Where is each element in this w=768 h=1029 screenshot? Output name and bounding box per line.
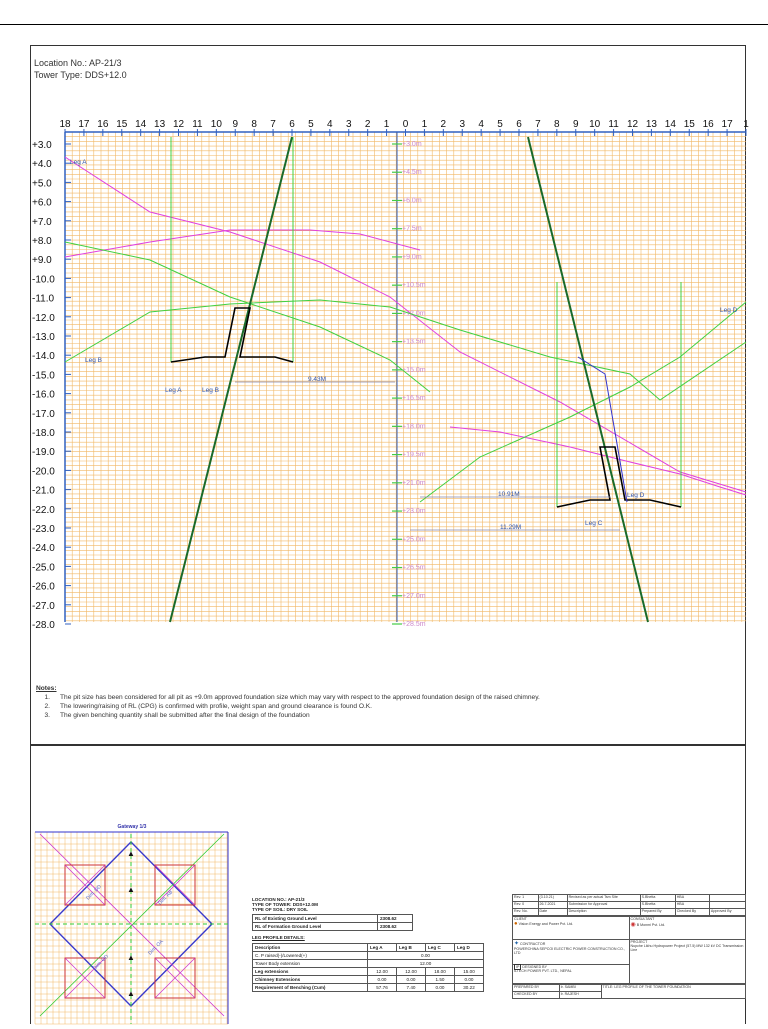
y-tick-label: -15.0 [32,370,55,382]
note-text: The pit size has been considered for all pit as +9.0m approved foundation size which may vary with respect to the approved foundation design of the raised chimney. [60,694,540,701]
table-cell: Tower Body extension [253,960,368,968]
plan-dim-label: Dim. DD [85,883,103,902]
note-text: The given benching quantity shall be submitted after the final design of the foundation [60,712,310,719]
y-tick-label: -12.0 [32,312,55,324]
table-cell: 7.40 [397,984,426,992]
x-tick-label: 16 [702,119,714,130]
table-row [513,895,746,902]
x-tick-label: 5 [497,119,503,130]
y-tick-label: -11.0 [32,293,55,305]
y-tick-label: -17.0 [32,408,55,420]
table-cell: 18.00 [426,968,455,976]
rev-cell: Rev. No. [513,909,539,916]
table-header-cell: Leg A [368,944,397,952]
y-tick-label: -22.0 [32,504,55,516]
plan-dim-label: Dim. AB [157,889,175,907]
leg-label: Leg A [165,387,182,394]
title-block [512,894,746,1024]
table-cell: 0.00 [397,976,426,984]
rev-desc: Description [567,909,640,916]
y-tick-label: +6.0 [32,197,52,209]
x-tick-label: 12 [172,119,185,130]
location-label: Location No.: AP-21/3 [34,58,122,68]
y-tick-label: +7.0 [32,216,52,228]
x-tick-label: 17 [721,119,733,130]
center-label: +13.5m [402,338,426,346]
plan-dim-label: Dim. OD [92,953,110,972]
x-tick-label: 13 [154,119,166,130]
y-tick-label: +9.0 [32,255,52,267]
center-label: +18.0m [402,423,426,431]
signoff-table [512,984,746,999]
prepared-name: Ir. SAMBI [559,985,601,992]
x-tick-label: 9 [572,119,579,130]
rev-cell: Rev. 1 [513,895,539,902]
rl-label: RL of Formation Ground Level [253,923,378,931]
rev-appr: Approved By [709,909,745,916]
x-tick-label: 6 [289,119,295,130]
x-tick-label: 7 [270,119,276,130]
consultant-logo-icon: ◉ [630,922,636,928]
x-tick-label: 3 [345,119,352,130]
x-tick-label: 0 [402,119,409,130]
x-tick-label: 1 [743,119,749,130]
rev-desc: Submission for Approval [567,902,640,909]
center-label: +9.0m [402,253,422,261]
y-tick-label: -25.0 [32,562,55,574]
rev-prep: S.Bhetta [640,902,675,909]
contractor-logo-icon: ✦ [514,941,520,947]
leg-label: Leg D [627,492,645,499]
y-tick-label: -10.0 [32,274,55,286]
table-cell: Chimney Extensions [253,976,368,984]
notes-block [36,684,596,720]
rev-appr [709,902,745,909]
x-tick-label: 2 [364,119,371,130]
dimension-label: 9.43M [308,376,327,383]
foundation-info [252,897,510,992]
y-tick-label: -14.0 [32,351,55,363]
x-tick-label: 2 [440,119,447,130]
rev-chk: HBA [675,902,709,909]
y-tick-label: -16.0 [32,389,55,401]
notes-heading: Notes: [36,685,57,692]
center-label: +10.5m [402,282,426,290]
leg-label: Leg C [585,520,603,527]
y-tick-label: -18.0 [32,428,55,439]
note-number: 1. [44,694,50,701]
x-tick-label: 11 [192,119,203,130]
center-label: +28.5m [402,621,426,628]
table-cell: 0.00 [368,952,484,960]
center-label: +23.0m [402,508,426,516]
y-tick-label: +4.0 [32,159,52,171]
project-cell [629,940,746,984]
center-label: +16.5m [402,395,426,403]
table-row [253,960,484,968]
consultant-label: CONSULTANT [630,917,655,921]
contractor-cell [513,940,630,965]
contractor-name: POWERCHINA SEPCOI ELECTRIC POWER CONSTRUCTION CO., LTD [514,947,625,955]
table-cell: 30.22 [455,984,484,992]
plan-dim-label: Dim. OA [147,938,165,957]
table-cell: C. P raised(-)/Lowered(+) [253,952,368,960]
rev-appr [709,895,745,902]
y-tick-label: -19.0 [32,447,55,459]
client-cell [513,917,630,940]
table-row [253,976,484,984]
x-tick-label: 14 [135,119,147,130]
y-tick-label: -24.0 [32,543,55,555]
note-item [36,702,596,711]
tower-leg-line [528,137,648,622]
leg-profile-svg [30,112,749,642]
x-tick-label: 1 [383,119,390,130]
table-header-cell: Leg D [455,944,484,952]
y-tick-label: -23.0 [32,524,55,535]
rev-chk: HBA [675,895,709,902]
x-tick-label: 16 [97,119,109,130]
center-label: +21.0m [402,479,426,487]
table-row [513,940,746,965]
checked-name: Ir. RAJESH [559,992,601,999]
rev-desc: Revised as per actual Tsm Site [567,895,640,902]
y-tick-label: +3.0 [32,140,52,151]
arrow-icon: ▲ [127,885,135,894]
table-cell: 0.00 [368,976,397,984]
y-tick-label: -13.0 [32,332,55,343]
x-tick-label: 18 [59,119,71,130]
x-tick-label: 13 [645,119,657,130]
table-row [513,917,746,940]
rl-value: 2308.62 [378,923,413,931]
project-name: Nupche Likhu Hydropower Project (57.5) MW 132 kV DC Transmission Line [630,944,744,952]
x-tick-label: 10 [589,119,601,130]
designer-label: DESIGNED BY [522,965,547,969]
table-row [253,984,484,992]
table-cell: Requirement of Benching (Cum) [253,984,368,992]
table-row [513,985,746,992]
table-header-cell: Leg B [397,944,426,952]
title-label: TITLE: [602,985,614,989]
x-tick-label: 4 [478,119,484,130]
table-cell: 0.00 [426,984,455,992]
rev-prep: Prepared By [640,909,675,916]
leg-profile-chart [30,112,749,642]
designer-logo-icon: IP [516,965,520,969]
leg-label: Leg A [70,159,87,166]
table-cell: Leg extensions [253,968,368,976]
y-tick-label: -21.0 [32,485,55,497]
x-tick-label: 8 [554,119,560,130]
note-number: 2. [44,703,50,710]
x-tick-label: 15 [683,119,695,130]
x-tick-label: 9 [232,119,239,130]
table-header-cell: Description [253,944,368,952]
contractor-label: CONTRACTOR [520,942,546,946]
arrow-icon: ▲ [127,849,135,858]
center-label: +26.5m [402,564,426,572]
center-label: +25.0m [402,536,426,544]
rl-table [252,914,413,931]
x-tick-label: 12 [626,119,639,130]
client-logo-icon: ● [514,921,518,927]
leg-label: Leg B [202,387,219,394]
foundation-plan-svg [30,820,236,1024]
dimension-label: 10.91M [498,491,520,498]
revision-table [512,894,746,916]
note-text: The lowering/raising of RL (CPG) is confirmed with profile, weight span and ground clearance is found O.K. [60,703,373,710]
client-name: Vision Energy and Power Pvt. Ltd. [518,922,574,926]
arrow-icon: ▲ [127,989,135,998]
center-label: +6.0m [402,197,422,205]
leg-label: Leg D [720,307,738,314]
rev-prep: S.Bhetta [640,895,675,902]
tower-type-label: Tower Type: DDS+12.0 [34,70,127,80]
table-cell: 12.00 [368,960,484,968]
rev-cell: Rev. 0 [513,902,539,909]
info-soil: TYPE OF SOIL: DRY SOIL [252,907,308,912]
prepared-label: PREPARED BY [513,985,560,992]
note-item [36,693,596,702]
top-rule [0,24,768,25]
consultant-name: B Monmi Pvt. Ltd. [636,923,666,927]
table-cell: 1.50 [426,976,455,984]
note-item [36,711,596,720]
table-cell: 0.00 [455,976,484,984]
x-tick-label: 10 [210,119,222,130]
center-label: +15.0m [402,366,426,374]
table-row [253,968,484,976]
table-header-cell: Leg C [426,944,455,952]
x-tick-label: 8 [251,119,257,130]
center-label: +4.5m [402,169,422,177]
x-tick-label: 5 [308,119,314,130]
x-tick-label: 4 [327,119,333,130]
x-tick-label: 11 [608,119,619,130]
ground-profile-line [420,302,746,502]
center-label: +7.5m [402,225,422,233]
rev-date: 26.7.2021 [538,902,567,909]
note-number: 3. [44,712,50,719]
dimension-label: 11.29M [500,524,522,531]
table-row [513,909,746,916]
leg-profile-title: LEG PROFILE DETAILS: [252,935,305,940]
plan-title: Gateway 1/3 [117,824,147,830]
designer-cell [513,965,630,984]
table-row [253,915,413,923]
x-tick-label: 1 [421,119,428,130]
center-label: +19.5m [402,451,426,459]
rl-label: RL of Existing Ground Level [253,915,378,923]
y-tick-label: -20.0 [32,466,55,478]
rl-value: 2308.62 [378,915,413,923]
center-label: +3.0m [402,141,422,148]
rev-chk: Checked By [675,909,709,916]
table-row [253,952,484,960]
x-tick-label: 3 [459,119,466,130]
project-label: PROJECT [630,940,648,944]
client-label: CLIENT [514,917,527,921]
designer-name: ILTECH POWER PVT. LTD., NEPAL [514,969,572,973]
table-row [253,923,413,931]
checked-label: CHECKED BY [513,992,560,999]
table-cell: 12.00 [397,968,426,976]
drawing-title: LEG PROFILE OF THE TOWER FOUNDATION [614,985,691,989]
leg-label: Leg B [85,357,102,364]
y-tick-label: +5.0 [32,178,52,190]
center-label: +27.0m [402,592,426,600]
y-tick-label: -28.0 [32,620,55,631]
table-row [513,902,746,909]
table-cell: 15.00 [455,968,484,976]
consultant-cell [629,917,746,940]
center-label: +12.0m [402,310,426,318]
rev-date: Date [538,909,567,916]
table-cell: 12.00 [368,968,397,976]
y-tick-label: -26.0 [32,581,55,593]
table-cell: 57.76 [368,984,397,992]
arrow-icon: ▲ [127,953,135,962]
info-tower-type: TYPE OF TOWER: DDS+12.0M [252,902,318,907]
info-location: LOCATION NO.: AP-21/3 [252,897,305,902]
foundation-left [171,308,293,362]
x-tick-label: 14 [664,119,676,130]
party-table [512,916,746,984]
leg-profile-table [252,943,484,992]
x-tick-label: 17 [78,119,90,130]
table-header-row [253,944,484,952]
rev-date: (3.10.21) [538,895,567,902]
x-tick-label: 7 [535,119,541,130]
foundation-plan [30,820,236,1024]
y-tick-label: +8.0 [32,236,52,247]
y-tick-label: -27.0 [32,600,55,612]
x-tick-label: 6 [516,119,522,130]
x-tick-label: 15 [116,119,128,130]
drawing-title-cell [601,985,745,999]
